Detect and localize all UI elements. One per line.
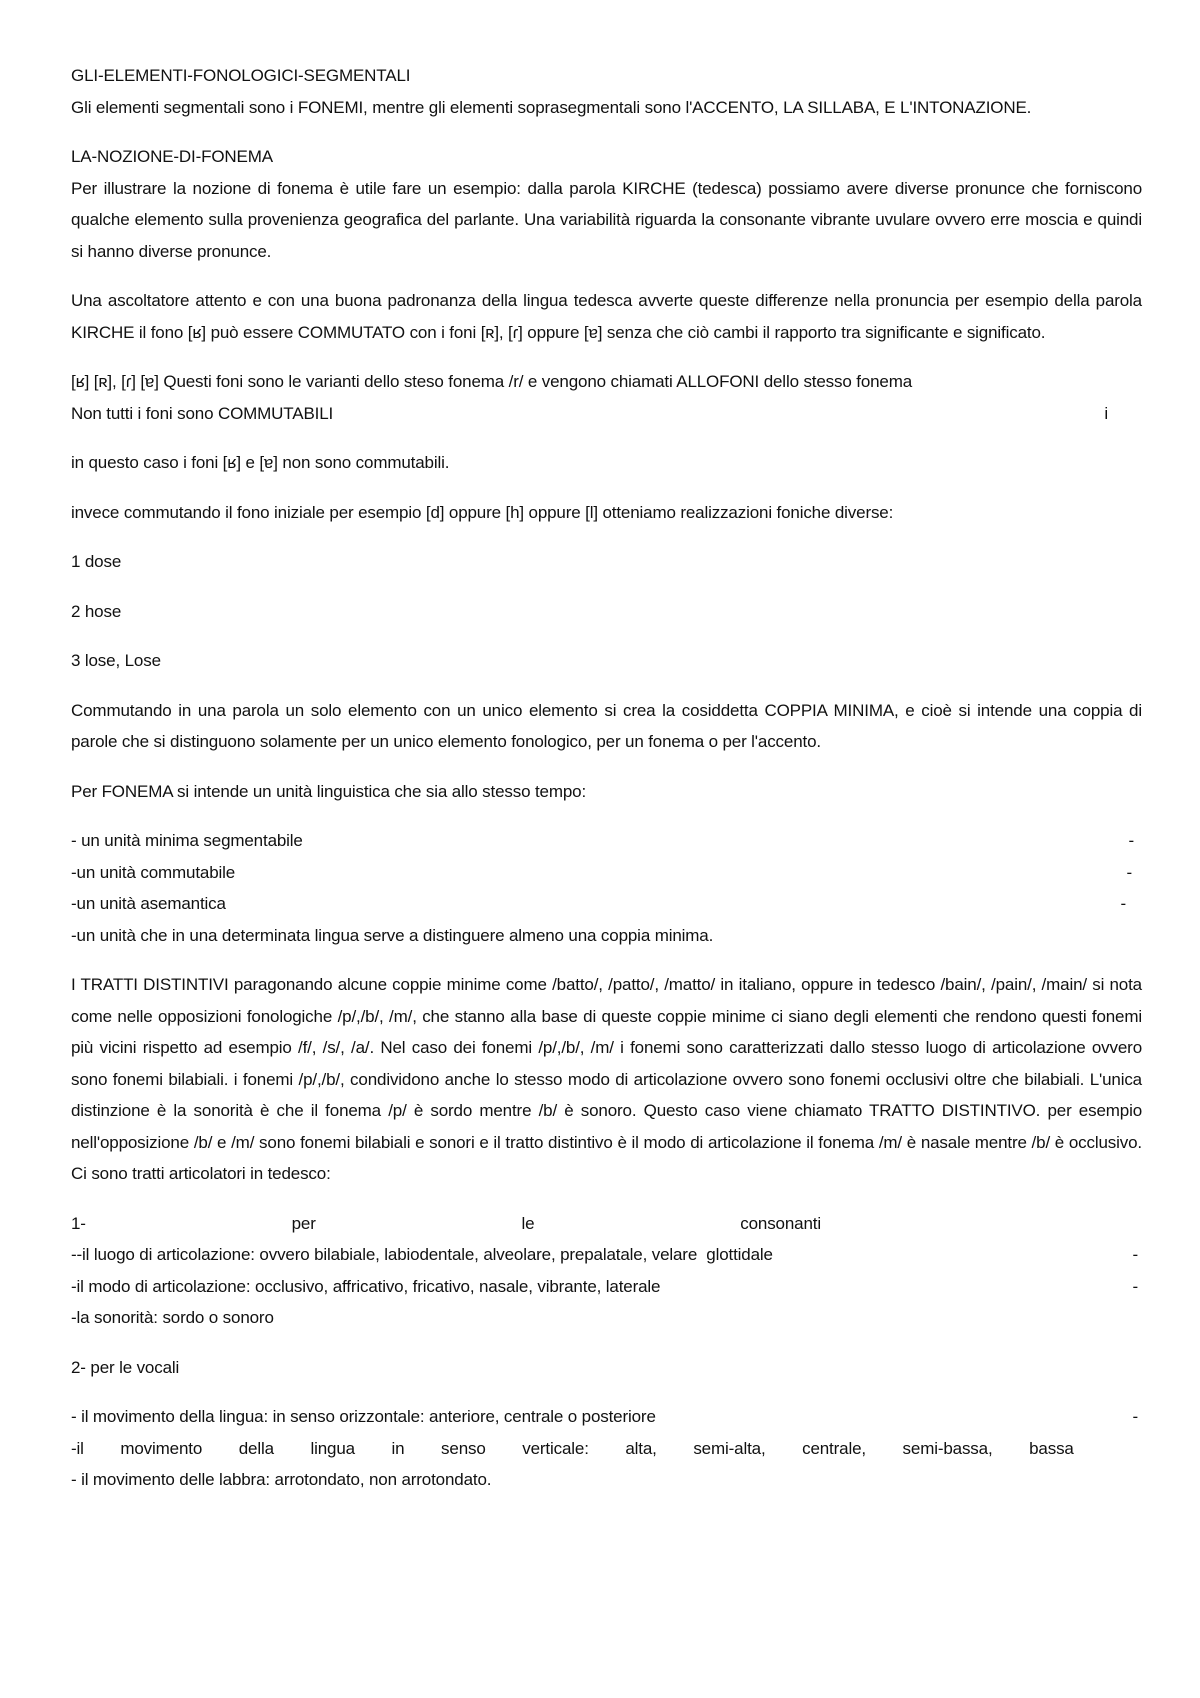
vowel-feature-text: - il movimento delle labbra: arrotondato, non arrotondato. [71,1470,492,1489]
consonant-feature-text: -la sonorità: sordo o sonoro [71,1308,274,1327]
example-item: 3 lose, Lose [71,651,161,670]
definition-list [71,825,1142,951]
consonant-feature-item [71,1239,1142,1271]
vowel-feature-end-mark: - [1132,1407,1138,1426]
consonant-feature-end-mark: - [1132,1245,1138,1264]
definition-end-mark: - [1120,894,1126,913]
paragraph-coppia-minima: Commutando in una parola un solo elemento con un unico elemento si crea la cosiddetta COPPIA MINIMA, e cioè si intende una coppia di parole che si distinguono solamente per un unico elemento fonologico, per un fonema o per l'accento. [71,700,1142,751]
example-item: 2 hose [71,601,122,621]
consonant-feature-text: --il luogo di articolazione: ovvero bilabiale, labiodentale, alveolare, prepalatale, velare glottidale [71,1245,773,1264]
definition-item [71,857,1142,889]
paragraph-ascoltatore: Una ascoltatore attento e con una buona padronanza della lingua tedesca avverte queste differenze nella pronuncia per esempio della parola KIRCHE il fono [ʁ] può essere COMMUTATO con i foni [ʀ], [ɾ] oppure [ɐ] senza che ciò cambi il rapporto tra significante e significato. [71,291,1142,342]
vowel-feature-item [71,1433,1142,1465]
vowel-heading: 2- per le vocali [71,1357,180,1377]
definition-end-mark: - [1128,831,1134,850]
example-item: 1 dose [71,552,122,571]
definition-text: - un unità minima segmentabile [71,831,303,850]
paragraph-kirche: Per illustrare la nozione di fonema è utile fare un esempio: dalla parola KIRCHE (tedesca) possiamo avere diverse pronunce che forniscono qualche elemento sulla provenienza geografica del parlante. Una variabilità riguarda la consonante vibrante uvulare ovvero erre moscia e quindi si hanno diverse pronunce. [71,178,1142,261]
commutabili-end-mark: i [1104,403,1108,423]
definition-text: -un unità che in una determinata lingua serve a distinguere almeno una coppia minima. [71,925,714,945]
vowel-feature-item [71,1464,1142,1496]
paragraph-fonema-definizione: Per FONEMA si intende un unità linguistica che sia allo stesso tempo: [71,781,587,801]
paragraph-intro: Gli elementi segmentali sono i FONEMI, mentre gli elementi soprasegmentali sono l'ACCENTO, LA SILLABA, E L'INTONAZIONE. [71,97,1032,117]
consonant-feature-text: -il modo di articolazione: occlusivo, affricativo, fricativo, nasale, vibrante, laterale [71,1276,661,1296]
vowel-features-list [71,1401,1142,1496]
commutabili-text: Non tutti i foni sono COMMUTABILI [71,403,334,423]
paragraph-non-commutabili: in questo caso i foni [ʁ] e [ɐ] non sono commutabili. [71,453,450,472]
paragraph-commutando-iniziale: invece commutando il fono iniziale per esempio [d] oppure [h] oppure [l] otteniamo realizzazioni foniche diverse: [71,502,894,522]
consonant-feature-item [71,1271,1142,1303]
vowel-feature-item [71,1401,1142,1433]
definition-item [71,920,1142,952]
vowel-feature-text: - il movimento della lingua: in senso orizzontale: anteriore, centrale o posteriore [71,1407,656,1426]
consonant-feature-end-mark: - [1132,1276,1138,1296]
heading-nozione-fonema: LA-NOZIONE-DI-FONEMA [71,147,273,166]
consonant-feature-item [71,1208,1142,1240]
consonant-feature-item [71,1302,1142,1334]
paragraph-allofoni [71,366,1142,429]
definition-item [71,825,1142,857]
definition-text: -un unità commutabile [71,862,236,882]
definition-item [71,888,1142,920]
definition-text: -un unità asemantica [71,894,226,913]
vowel-feature-text: -il movimento della lingua in senso verticale: alta, semi-alta, centrale, semi-bassa, bassa [71,1438,1074,1458]
paragraph-tratti-distintivi: I TRATTI DISTINTIVI paragonando alcune coppie minime come /batto/, /patto/, /matto/ in italiano, oppure in tedesco /bain/, /pain/, /main/ si nota come nelle opposizioni fonologiche /p/,/b/, /m/, che stanno alla base di queste coppie minime ci siano degli elementi che rendono questi fonemi più vicini rispetto ad esempio /f/, /s/, /a/. Nel caso dei fonemi /p/,/b/, /m/ i fonemi sono caratterizzati dallo stesso luogo di articolazione ovvero sono fonemi bilabiali. i fonemi /p/,/b/, condividono anche lo stesso modo di articolazione ovvero sono fonemi occlusivi oltre che bilabiali. L'unica distinzione è la sonorità è che il fonema /p/ è sordo mentre /b/ è sonoro. Questo caso viene chiamato TRATTO DISTINTIVO. per esempio nell'opposizione /b/ e /m/ sono fonemi bilabiali e sonori e il tratto distintivo è il modo di articolazione il fonema /m/ è nasale mentre /b/ è occlusivo. Ci sono tratti articolatori in tedesco: [71,975,1142,1183]
heading-elementi-segmentali: GLI-ELEMENTI-FONOLOGICI-SEGMENTALI [71,66,411,85]
consonant-features-list [71,1208,1142,1334]
commutabili-line [71,398,1142,430]
consonant-feature-text: 1- per le consonanti [71,1213,821,1233]
allofoni-line: [ʁ] [ʀ], [ɾ] [ɐ] Questi foni sono le varianti dello steso fonema /r/ e vengono chiamati ALLOFONI dello stesso fonema [71,372,913,391]
definition-end-mark: - [1126,862,1132,882]
